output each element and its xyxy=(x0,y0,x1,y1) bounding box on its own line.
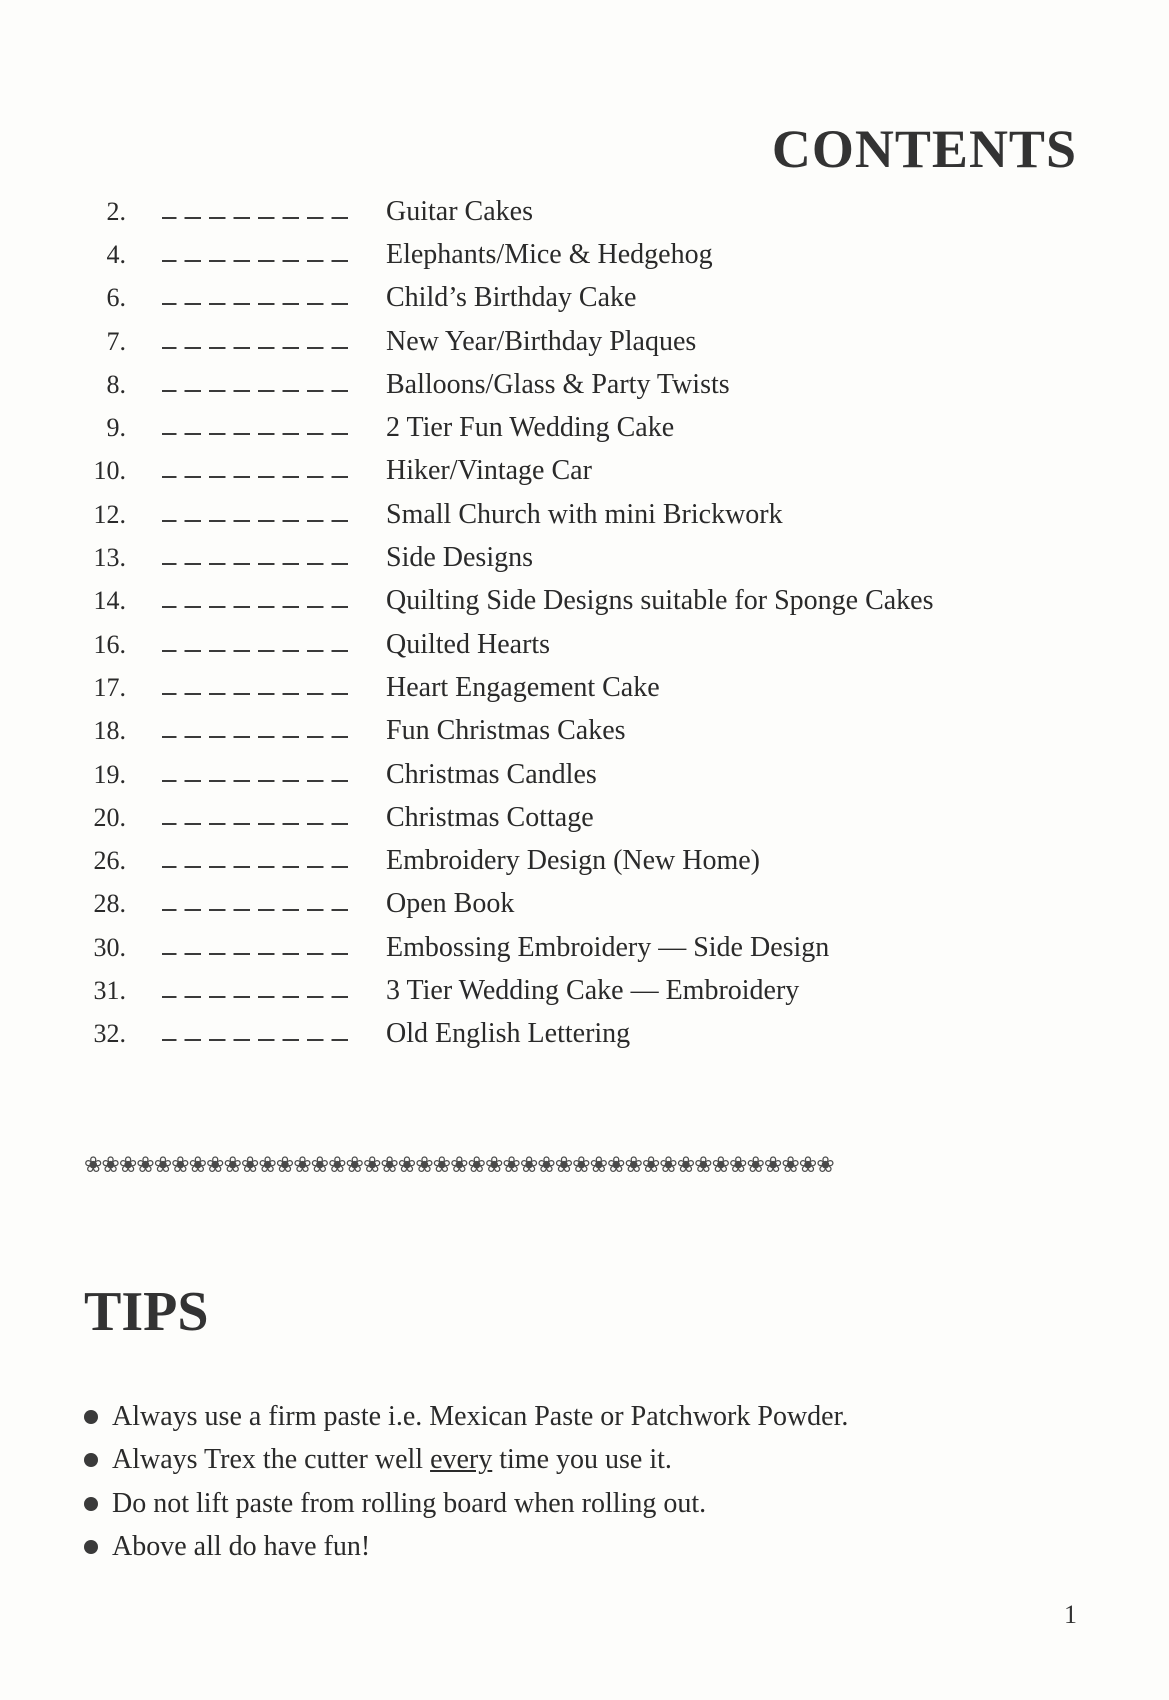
toc-entry-title: Christmas Cottage xyxy=(386,801,594,833)
toc-entry-title: 3 Tier Wedding Cake — Embroidery xyxy=(386,974,800,1006)
toc-leader-dashes xyxy=(162,260,352,262)
toc-page-number: 7. xyxy=(106,326,126,356)
toc-leader-dashes xyxy=(162,650,352,652)
bullet-icon xyxy=(84,1410,98,1424)
contents-heading: CONTENTS xyxy=(771,119,1077,179)
tip-text: Always use a firm paste i.e. Mexican Paste or Patchwork Powder. xyxy=(112,1400,849,1432)
toc-entry-title: Guitar Cakes xyxy=(386,195,533,227)
toc-entry-title: New Year/Birthday Plaques xyxy=(386,325,697,357)
toc-entry-title: Fun Christmas Cakes xyxy=(386,715,626,747)
toc-page-number: 19. xyxy=(93,759,126,789)
tips-heading: TIPS xyxy=(84,1281,209,1343)
page-number: 1 xyxy=(1064,1600,1077,1629)
toc-page-number: 18. xyxy=(93,716,126,746)
bullet-icon xyxy=(84,1540,98,1554)
toc-leader-dashes xyxy=(162,823,352,825)
toc-leader-dashes xyxy=(162,693,352,695)
toc-entry xyxy=(78,363,1078,406)
toc-entry-title: 2 Tier Fun Wedding Cake xyxy=(386,412,675,444)
emphasized-word: every xyxy=(430,1444,493,1476)
toc-entry-title: Christmas Candles xyxy=(386,758,597,790)
flower-ornament-divider: ❀❀❀❀❀❀❀❀❀❀❀❀❀❀❀❀❀❀❀❀❀❀❀❀❀❀❀❀❀❀❀❀❀❀❀❀❀❀❀❀❀❀❀ xyxy=(84,1152,834,1177)
toc-entry xyxy=(78,839,1078,882)
toc-leader-dashes xyxy=(162,1039,352,1041)
toc-leader-dashes xyxy=(162,606,352,608)
toc-entry xyxy=(78,233,1078,276)
toc-leader-dashes xyxy=(162,347,352,349)
toc-entry-title: Hiker/Vintage Car xyxy=(386,455,592,487)
toc-leader-dashes xyxy=(162,520,352,522)
toc-entry xyxy=(78,493,1078,536)
toc-page-number: 14. xyxy=(93,586,126,616)
toc-leader-dashes xyxy=(162,909,352,911)
toc-entry xyxy=(78,190,1078,233)
toc-entry xyxy=(78,883,1078,926)
toc-page-number: 10. xyxy=(93,456,126,486)
tip-item xyxy=(84,1395,848,1439)
bullet-icon xyxy=(84,1453,98,1467)
toc-page-number: 28. xyxy=(93,889,126,919)
tip-text: Always Trex the cutter well every time you use it. xyxy=(112,1444,672,1476)
tip-item xyxy=(84,1439,848,1483)
toc-page-number: 16. xyxy=(93,629,126,659)
toc-entry xyxy=(78,926,1078,969)
toc-entry xyxy=(78,277,1078,320)
toc-entry xyxy=(78,450,1078,493)
tip-text: Do not lift paste from rolling board when rolling out. xyxy=(112,1487,707,1519)
toc-leader-dashes xyxy=(162,736,352,738)
toc-page-number: 13. xyxy=(93,543,126,573)
toc-page-number: 31. xyxy=(93,975,126,1005)
toc-entry xyxy=(78,580,1078,623)
toc-entry xyxy=(78,969,1078,1012)
toc-page-number: 8. xyxy=(106,369,126,399)
tips-list xyxy=(84,1395,848,1569)
toc-page-number: 2. xyxy=(106,196,126,226)
toc-entry xyxy=(78,796,1078,839)
toc-leader-dashes xyxy=(162,953,352,955)
toc-page-number: 6. xyxy=(106,283,126,313)
toc-entry-title: Quilted Hearts xyxy=(386,628,551,660)
toc-entry-title: Heart Engagement Cake xyxy=(386,671,660,703)
toc-entry-title: Child’s Birthday Cake xyxy=(386,282,637,314)
toc-page-number: 26. xyxy=(93,846,126,876)
toc-leader-dashes xyxy=(162,866,352,868)
tip-item xyxy=(84,1526,848,1570)
table-of-contents xyxy=(78,190,1078,1056)
toc-leader-dashes xyxy=(162,780,352,782)
toc-entry-title: Embossing Embroidery — Side Design xyxy=(386,931,830,963)
toc-entry-title: Embroidery Design (New Home) xyxy=(386,845,761,877)
toc-entry xyxy=(78,406,1078,449)
toc-entry xyxy=(78,753,1078,796)
toc-leader-dashes xyxy=(162,303,352,305)
toc-page-number: 30. xyxy=(93,932,126,962)
toc-entry-title: Quilting Side Designs suitable for Sponge Cakes xyxy=(386,585,934,617)
toc-entry xyxy=(78,623,1078,666)
toc-leader-dashes xyxy=(162,563,352,565)
toc-entry-title: Side Designs xyxy=(386,542,533,574)
toc-entry-title: Small Church with mini Brickwork xyxy=(386,498,783,530)
toc-page-number: 20. xyxy=(93,802,126,832)
toc-leader-dashes xyxy=(162,996,352,998)
toc-page-number: 9. xyxy=(106,413,126,443)
tip-item xyxy=(84,1482,848,1526)
toc-entry xyxy=(78,666,1078,709)
tip-text: Above all do have fun! xyxy=(112,1531,371,1563)
toc-entry xyxy=(78,320,1078,363)
toc-leader-dashes xyxy=(162,217,352,219)
toc-entry-title: Balloons/Glass & Party Twists xyxy=(386,368,730,400)
toc-entry xyxy=(78,1013,1078,1056)
toc-leader-dashes xyxy=(162,433,352,435)
toc-entry-title: Elephants/Mice & Hedgehog xyxy=(386,238,713,270)
toc-page-number: 4. xyxy=(106,239,126,269)
toc-entry-title: Old English Lettering xyxy=(386,1018,631,1050)
toc-page-number: 12. xyxy=(93,499,126,529)
toc-page-number: 17. xyxy=(93,672,126,702)
toc-leader-dashes xyxy=(162,390,352,392)
toc-entry xyxy=(78,536,1078,579)
toc-leader-dashes xyxy=(162,476,352,478)
toc-page-number: 32. xyxy=(93,1019,126,1049)
bullet-icon xyxy=(84,1497,98,1511)
toc-entry-title: Open Book xyxy=(386,888,515,920)
toc-entry xyxy=(78,710,1078,753)
